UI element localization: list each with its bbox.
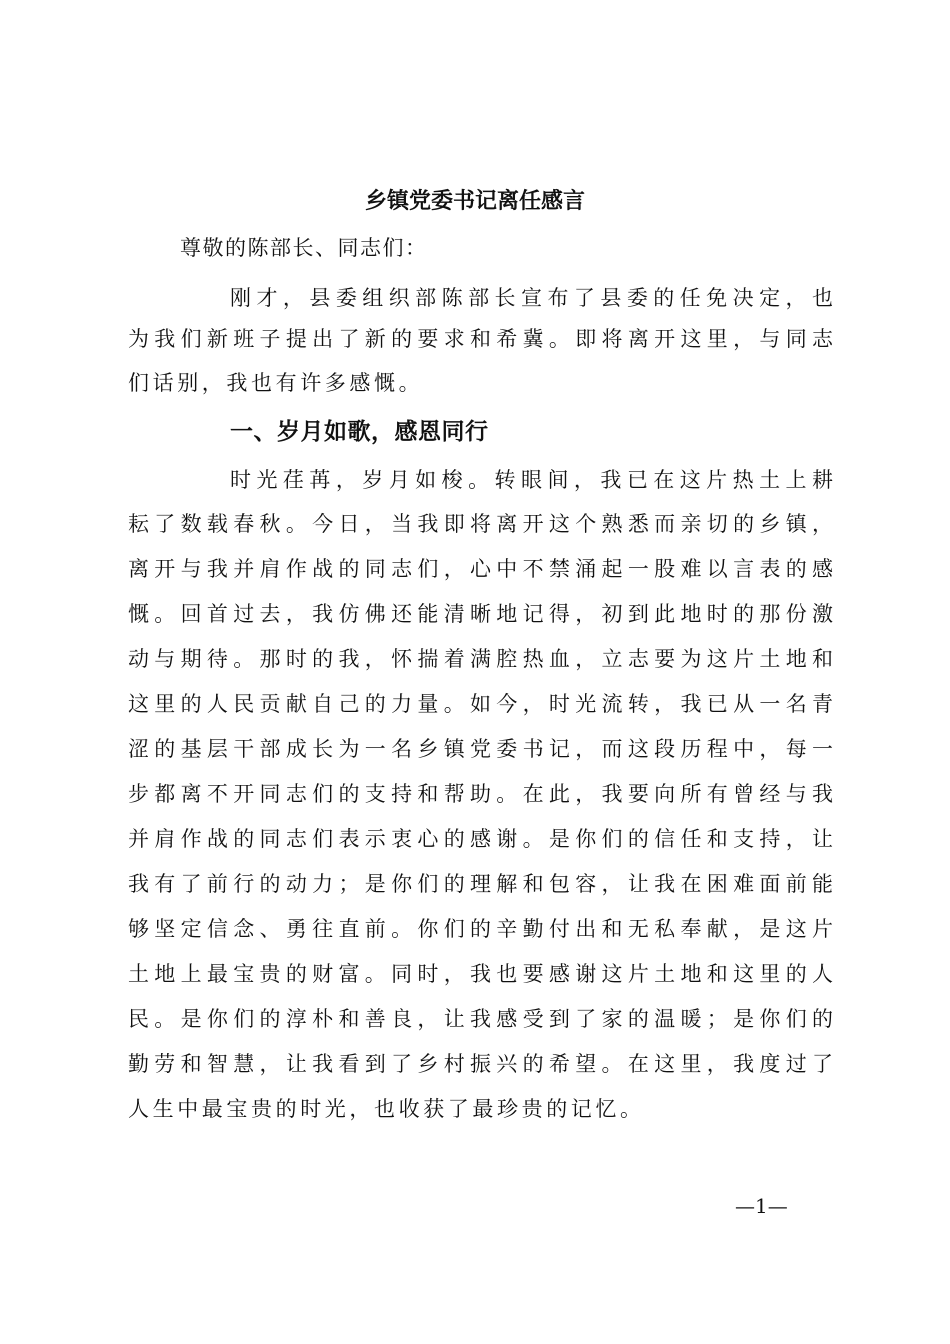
section-paragraph-line: 涩的基层干部成长为一名乡镇党委书记，而这段历程中，每一: [128, 737, 833, 761]
section-paragraph-line: 耘了数载春秋。今日，当我即将离开这个熟悉而亲切的乡镇，: [128, 512, 833, 536]
salutation: 尊敬的陈部长、同志们：: [180, 236, 428, 260]
section-paragraph-line: 步都离不开同志们的支持和帮助。在此，我要向所有曾经与我: [128, 782, 833, 806]
section-paragraph-line: 人生中最宝贵的时光，也收获了最珍贵的记忆。: [128, 1097, 645, 1121]
section-paragraph-line: 动与期待。那时的我，怀揣着满腔热血，立志要为这片土地和: [128, 647, 833, 671]
page-number: —1—: [735, 1194, 788, 1218]
intro-paragraph-line: 刚才，县委组织部陈部长宣布了县委的任免决定，也: [230, 286, 833, 310]
section-heading: 一、岁月如歌，感恩同行: [230, 419, 489, 445]
section-paragraph-line: 土地上最宝贵的财富。同时，我也要感谢这片土地和这里的人: [128, 962, 833, 986]
section-paragraph-line: 我有了前行的动力；是你们的理解和包容，让我在困难面前能: [128, 872, 833, 896]
document-title: 乡镇党委书记离任感言: [364, 188, 585, 214]
section-paragraph-line: 勤劳和智慧，让我看到了乡村振兴的希望。在这里，我度过了: [128, 1052, 833, 1076]
section-paragraph-line: 慨。回首过去，我仿佛还能清晰地记得，初到此地时的那份激: [128, 602, 833, 626]
intro-paragraph-line: 为我们新班子提出了新的要求和希冀。即将离开这里，与同志: [128, 327, 833, 351]
section-paragraph-line: 够坚定信念、勇往直前。你们的辛勤付出和无私奉献，是这片: [128, 917, 833, 941]
intro-paragraph-line: 们话别，我也有许多感慨。: [128, 371, 424, 395]
section-paragraph-line: 民。是你们的淳朴和善良，让我感受到了家的温暖；是你们的: [128, 1007, 833, 1031]
section-paragraph-line: 时光荏苒，岁月如梭。转眼间，我已在这片热土上耕: [230, 468, 833, 492]
section-paragraph-line: 离开与我并肩作战的同志们，心中不禁涌起一股难以言表的感: [128, 557, 833, 581]
section-paragraph-line: 并肩作战的同志们表示衷心的感谢。是你们的信任和支持，让: [128, 827, 833, 851]
section-paragraph-line: 这里的人民贡献自己的力量。如今，时光流转，我已从一名青: [128, 692, 833, 716]
